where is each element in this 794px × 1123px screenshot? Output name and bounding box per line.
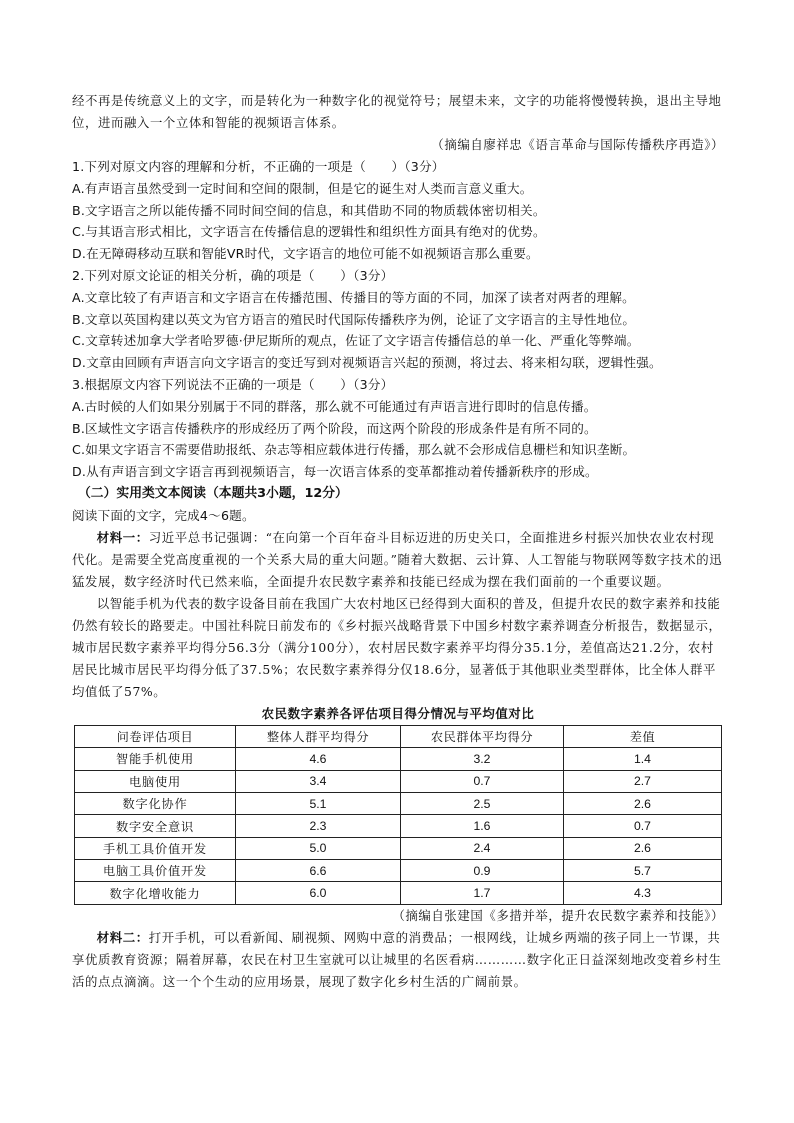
column-header: 问卷评估项目 [75,725,236,747]
table-cell: 2.4 [401,837,564,859]
material-2-text: 打开手机，可以看新闻、刷视频、网购中意的消费品；一根网线，让城乡两端的孩子同上一节课，共享优质教育资源；隔着屏幕，农民在村卫生室就可以让城里的名医看病…………数字化正日益深刻地改变着乡村生活的点点滴滴。这一个个生动的应用场景，展现了数字化乡村生活的广阔前景。 [72,929,722,989]
table-cell: 4.3 [564,882,722,904]
table-cell: 电脑工具价值开发 [75,860,236,882]
material-1-text: 习近平总书记强调：“在向第一个百年奋斗目标迈进的历史关口，全面推进乡村振兴加快农业农村现代化。是需要全党高度重视的一个关系大局的重大问题。”随着大数据、云计算、人工智能与物联网等数字技术的迅猛发展，数字经济时代已然来临，全面提升农民数字素养和技能已经成为摆在我们面前的一个重要议题。 [72,529,723,589]
table-cell: 6.0 [236,882,401,904]
table-row [75,837,722,859]
table-cell: 6.6 [236,860,401,882]
score-table [74,725,722,905]
option-c: C.如果文字语言不需要借助报纸、杂志等相应载体进行传播，那么就不会形成信息栅栏和知识垄断。 [72,442,636,458]
table-cell: 手机工具价值开发 [75,837,236,859]
column-header: 差值 [564,725,722,747]
table-cell: 1.6 [401,815,564,837]
material-2-tag: 材料二： [96,929,149,945]
section-heading: （二）实用类文本阅读（本题共3小题，12分） [78,485,348,501]
table-row [75,815,722,837]
question-3 [72,374,724,483]
table-cell: 数字安全意识 [75,815,236,837]
option-a: A.古时候的人们如果分别属于不同的群落，那么就不可能通过有声语言进行即时的信息传播。 [72,398,597,414]
exam-page [72,90,724,993]
table-cell: 3.2 [401,748,564,770]
table-cell: 2.3 [236,815,401,837]
question-stem: 1.下列对原文内容的理解和分析，不正确的一项是（ ）（3分） [72,159,445,174]
material-1-paragraph-2: 以智能手机为代表的数字设备目前在我国广大农村地区已经得到大面积的普及，但提升农民的数字素养和技能仍然有较长的路要走。中国社科院日前发布的《乡村振兴战略背景下中国乡村数字素养调查分析报告，数据显示，城市居民数字素养平均得分56.3分（满分100分），农村居民数字素养平均得分35.1分，差值高达21.2分，农村居民比城市居民平均得分低了37.5%；农民数字素养得分仅18.6分，显著低于其他职业类型群体，比全体人群平均值低了57%。 [72,595,722,699]
option-a: A.有声语言虽然受到一定时间和空间的限制，但是它的诞生对人类而言意义重大。 [72,180,533,196]
table-cell: 4.6 [236,748,401,770]
table-row [75,770,722,792]
passage-source: （摘编自廖祥忠《语言革命与国际传播秩序再造》） [431,137,724,152]
table-cell: 2.5 [401,792,564,814]
column-header: 农民群体平均得分 [401,725,564,747]
question-2 [72,265,724,374]
table-cell: 2.6 [564,792,722,814]
section-instruction: 阅读下面的文字，完成4～6题。 [72,507,255,523]
question-stem: 3.根据原文内容下列说法不正确的一项是（ ）（3分） [72,376,394,392]
table-row [75,882,722,904]
column-header: 整体人群平均得分 [236,725,401,747]
question-1 [72,156,724,265]
table-cell: 2.7 [564,770,722,792]
option-c: C.文章转述加拿大学者哈罗德·伊尼斯所的观点，佐证了文字语言传播信总的单一化、严重化等弊端。 [72,333,640,349]
option-c: C.与其语言形式相比，文字语言在传播信息的逻辑性和组织性方面具有绝对的优势。 [72,224,546,240]
table-row [75,792,722,814]
option-b: B.文章以英国构建以英文为官方语言的殖民时代国际传播秩序为例，论证了文字语言的主导性地位。 [72,311,636,327]
table-cell: 0.7 [564,815,722,837]
option-a: A.文章比较了有声语言和文字语言在传播范围、传播目的等方面的不同，加深了读者对两者的理解。 [72,289,635,305]
table-cell: 5.1 [236,792,401,814]
material-1-tag: 材料一： [96,529,149,545]
table-caption: 农民数字素养各评估项目得分情况与平均值对比 [261,705,535,721]
table-cell: 5.7 [564,860,722,882]
table-cell: 1.4 [564,748,722,770]
table-cell: 5.0 [236,837,401,859]
material-2-paragraph [72,927,724,993]
table-cell: 3.4 [236,770,401,792]
passage-end-text: 经不再是传统意义上的文字，而是转化为一种数字化的视觉符号；展望未来，文字的功能将慢慢转换，退出主导地位，进而融入一个立体和智能的视频语言体系。 [72,93,722,130]
table-cell: 0.9 [401,860,564,882]
option-b: B.文字语言之所以能传播不同时间空间的信息，和其借助不同的物质载体密切相关。 [72,202,546,218]
table-row [75,860,722,882]
table-cell: 智能手机使用 [75,748,236,770]
table-cell: 2.6 [564,837,722,859]
table-source: （摘编自张建国《多措并举，提升农民数字素养和技能》） [392,907,724,923]
option-b: B.区域性文字语言传播秩序的形成经历了两个阶段，而这两个阶段的形成条件是有所不同的。 [72,420,597,436]
table-cell: 数字化增收能力 [75,882,236,904]
material-1-paragraph-1 [72,527,724,593]
table-header-row [75,725,722,747]
table-cell: 1.7 [401,882,564,904]
option-d: D.从有声语言到文字语言再到视频语言，每一次语言体系的变革都推动着传播新秩序的形成。 [72,464,598,480]
option-d: D.文章由回顾有声语言向文字语言的变迁写到对视频语言兴起的预测，将过去、将来相勾联，逻辑性强。 [72,355,662,371]
question-stem: 2.下列对原文论证的相关分析，确的项是（ ）（3分） [72,267,394,283]
table-cell: 数字化协作 [75,792,236,814]
table-row [75,748,722,770]
option-d: D.在无障碍移动互联和智能VR时代，文字语言的地位可能不如视频语言那么重要。 [72,246,539,262]
table-cell: 电脑使用 [75,770,236,792]
table-cell: 0.7 [401,770,564,792]
